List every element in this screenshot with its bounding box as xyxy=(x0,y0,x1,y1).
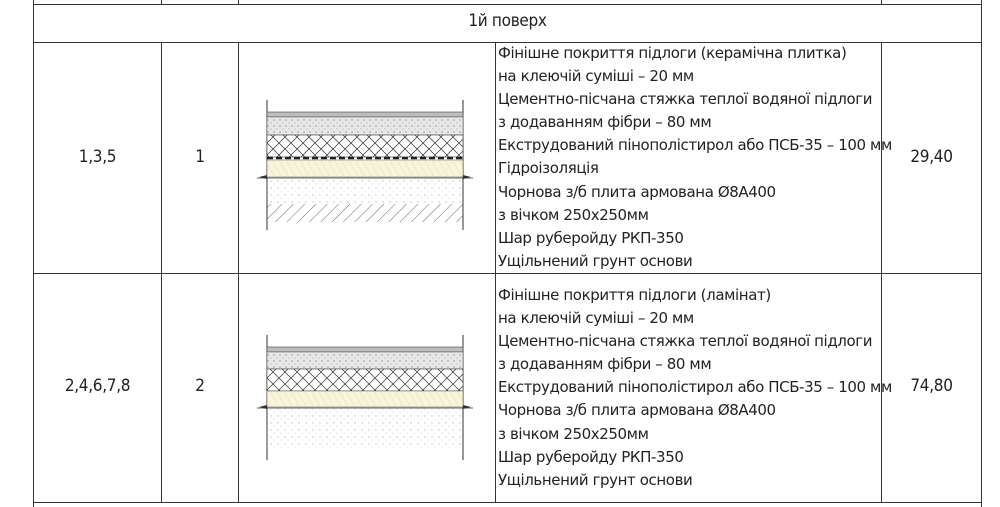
floor-section-drawing-1 xyxy=(255,95,475,235)
row-2-type: 2 xyxy=(195,376,205,396)
layer-line: з вічком 250x250мм xyxy=(498,205,649,224)
layer-line: з додаванням фібри – 80 мм xyxy=(498,113,712,132)
layer-line: з вічком 250x250мм xyxy=(498,424,649,443)
layer-line: Фінішне покриття підлоги (ламінат) xyxy=(498,286,771,304)
row-1-rooms: 1,3,5 xyxy=(78,147,117,167)
layer-line: з додаванням фібри – 80 мм xyxy=(498,355,712,374)
layer-line: Шар руберойду РКП-350 xyxy=(498,228,684,247)
layer-line: Цементно-піcчана стяжка теплої водяної підлоги xyxy=(498,332,873,351)
layer-line: на клеючій суміші – 20 мм xyxy=(498,309,694,328)
row-2-layers xyxy=(498,284,892,492)
table-rule xyxy=(981,0,982,507)
table-rule xyxy=(881,0,882,4)
table-rule xyxy=(33,0,34,507)
layer-line: Екструдований пінополістирол або ПСБ-35 – 100 мм xyxy=(498,378,892,397)
table-rule xyxy=(161,42,162,502)
layer-line: на клеючій суміші – 20 мм xyxy=(498,67,694,86)
layer-line: Екструдований пінополістирол або ПСБ-35 – 100 мм xyxy=(498,136,892,155)
table-rule xyxy=(238,42,239,502)
layer-line: Чорнова з/б плита армована Ø8А400 xyxy=(498,182,776,201)
row-1-layers xyxy=(498,42,892,273)
layer-line: Ущільнений грунт основи xyxy=(498,251,693,270)
row-1-area: 29,40 xyxy=(910,147,953,167)
row-2-area: 74,80 xyxy=(910,376,953,396)
table-rule xyxy=(33,273,982,274)
layer-line: Ущільнений грунт основи xyxy=(498,470,693,489)
table-rule xyxy=(33,502,982,503)
layer-line: Шар руберойду РКП-350 xyxy=(498,447,684,466)
row-1-type: 1 xyxy=(195,147,205,167)
layer-line: Фінішне покриття підлоги (керамічна плитка) xyxy=(498,44,847,62)
table-rule xyxy=(238,0,239,4)
layer-line: Гідроізоляція xyxy=(498,159,599,178)
table-rule xyxy=(495,42,496,502)
table-rule xyxy=(33,4,982,5)
floor-section-drawing-2 xyxy=(255,330,475,470)
floor-title: 1й поверх xyxy=(468,11,547,31)
layer-line: Цементно-піcчана стяжка теплої водяної підлоги xyxy=(498,90,873,109)
table-rule xyxy=(161,0,162,4)
layer-line: Чорнова з/б плита армована Ø8А400 xyxy=(498,401,776,420)
row-2-rooms: 2,4,6,7,8 xyxy=(64,376,131,396)
